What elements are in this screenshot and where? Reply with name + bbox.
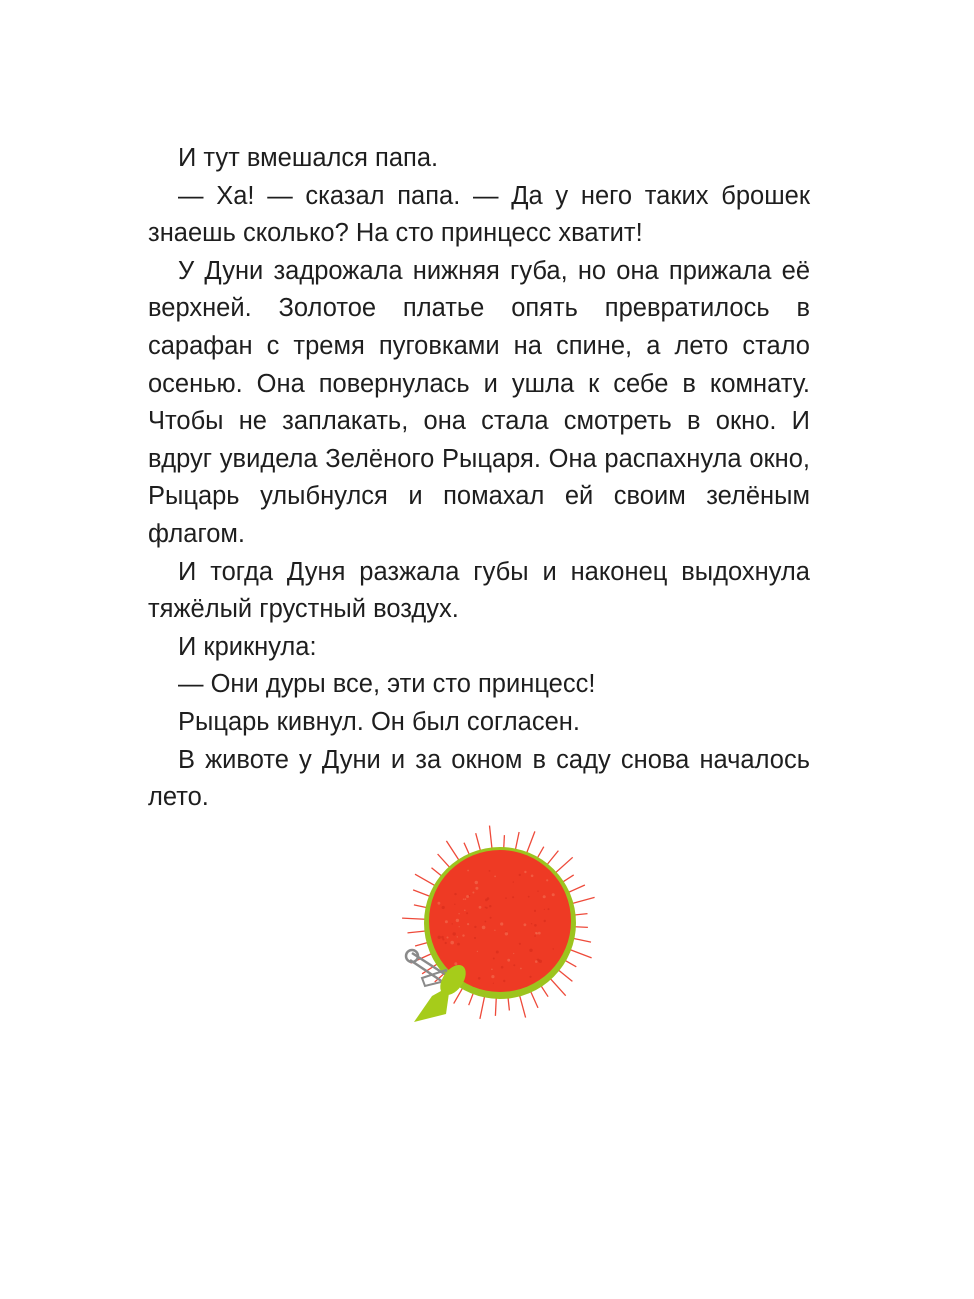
texture-speck	[474, 926, 476, 928]
texture-speck	[445, 920, 448, 923]
texture-speck	[442, 938, 444, 940]
texture-speck	[513, 953, 514, 954]
texture-speck	[524, 871, 526, 873]
texture-speck	[457, 943, 460, 946]
paragraph: И крикнула:	[178, 632, 317, 661]
texture-speck	[454, 962, 457, 965]
texture-speck	[538, 932, 541, 935]
paragraph: И тогда Дуня разжала губы и наконец выдохнула тяжёлый грустный воздух.	[148, 557, 810, 624]
texture-speck	[489, 870, 491, 872]
texture-speck	[485, 907, 486, 908]
texture-speck	[493, 958, 495, 960]
texture-speck	[512, 896, 514, 898]
texture-speck	[472, 892, 474, 894]
texture-speck	[496, 951, 499, 954]
texture-speck	[438, 902, 441, 905]
texture-speck	[529, 976, 531, 978]
texture-speck	[445, 942, 447, 944]
paragraph: Рыцарь кивнул. Он был согласен.	[178, 707, 580, 736]
texture-speck	[529, 949, 532, 952]
story-text	[148, 140, 810, 817]
texture-speck	[494, 876, 496, 878]
texture-speck	[531, 875, 534, 878]
texture-speck	[491, 969, 493, 971]
paragraph: И тут вмешался папа.	[178, 144, 439, 172]
texture-speck	[466, 895, 469, 898]
texture-speck	[494, 930, 495, 931]
texture-speck	[450, 941, 454, 945]
texture-speck	[490, 917, 492, 919]
texture-speck	[447, 937, 449, 939]
texture-speck	[474, 937, 476, 939]
texture-speck	[479, 906, 482, 909]
sun-brooch-drawing	[350, 818, 620, 1048]
texture-speck	[467, 870, 469, 872]
texture-speck	[454, 904, 455, 905]
texture-speck	[535, 932, 537, 934]
texture-speck	[534, 935, 536, 937]
texture-speck	[454, 893, 456, 895]
texture-speck	[458, 913, 459, 914]
sun-brooch-illustration	[350, 818, 620, 1048]
texture-speck	[505, 931, 506, 932]
texture-speck	[543, 895, 546, 898]
texture-speck	[505, 897, 507, 899]
texture-speck	[459, 926, 460, 927]
paragraph: — Ха! — сказал папа. — Да у него таких брошек знаешь сколько? На сто принцесс хватит!	[148, 181, 810, 248]
texture-speck	[478, 977, 481, 980]
texture-speck	[503, 980, 505, 982]
paragraph: — Они дуры все, эти сто принцесс!	[178, 670, 596, 699]
texture-speck	[520, 968, 522, 970]
texture-speck	[544, 909, 545, 910]
texture-speck	[500, 922, 503, 925]
texture-speck	[531, 923, 532, 924]
texture-speck	[467, 923, 469, 925]
texture-speck	[546, 879, 548, 881]
texture-speck	[507, 959, 510, 962]
texture-speck	[464, 910, 466, 912]
texture-speck	[463, 899, 464, 900]
texture-speck	[456, 919, 459, 922]
texture-speck	[519, 874, 521, 876]
texture-speck	[535, 960, 538, 963]
texture-speck	[457, 936, 458, 937]
texture-speck	[544, 920, 546, 922]
texture-speck	[485, 899, 488, 902]
texture-speck	[537, 891, 538, 892]
texture-speck	[469, 895, 470, 896]
texture-speck	[482, 926, 486, 930]
texture-speck	[477, 951, 478, 952]
paragraph: У Дуни задрожала нижняя губа, но она прижала её верхней. Золотое платье опять превратилось в сарафан с тремя пуговками на спине, а лето стало осенью. Она повернулась и ушла к себе в комнату. Чтобы не заплакать, она стала смотреть в окно. И вдруг увидела Зелёного Рыцаря. Она распахнула окно, Рыцарь улыбнулся и помахал ей своим зелёным флагом.	[148, 256, 810, 548]
texture-speck	[534, 910, 536, 912]
texture-speck	[452, 923, 453, 924]
texture-speck	[505, 932, 508, 935]
texture-speck	[513, 964, 515, 966]
texture-speck	[524, 923, 527, 926]
paragraph: В животе у Дуни и за окном в саду снова началось лето.	[148, 745, 810, 812]
texture-speck	[441, 936, 444, 939]
texture-speck	[453, 932, 456, 935]
texture-speck	[519, 943, 521, 945]
texture-speck	[501, 966, 504, 969]
texture-speck	[442, 906, 445, 909]
texture-speck	[513, 881, 514, 882]
texture-speck	[462, 934, 464, 936]
texture-speck	[528, 896, 530, 898]
texture-speck	[534, 924, 537, 927]
texture-speck	[489, 905, 491, 907]
texture-speck	[464, 898, 466, 900]
texture-speck	[552, 893, 555, 896]
texture-speck	[475, 887, 478, 890]
texture-speck	[553, 948, 554, 949]
texture-speck	[466, 912, 468, 914]
texture-speck	[493, 983, 494, 984]
texture-speck	[485, 921, 487, 923]
texture-speck	[491, 975, 494, 978]
texture-speck	[438, 936, 441, 939]
texture-speck	[548, 908, 550, 910]
texture-speck	[475, 881, 478, 884]
